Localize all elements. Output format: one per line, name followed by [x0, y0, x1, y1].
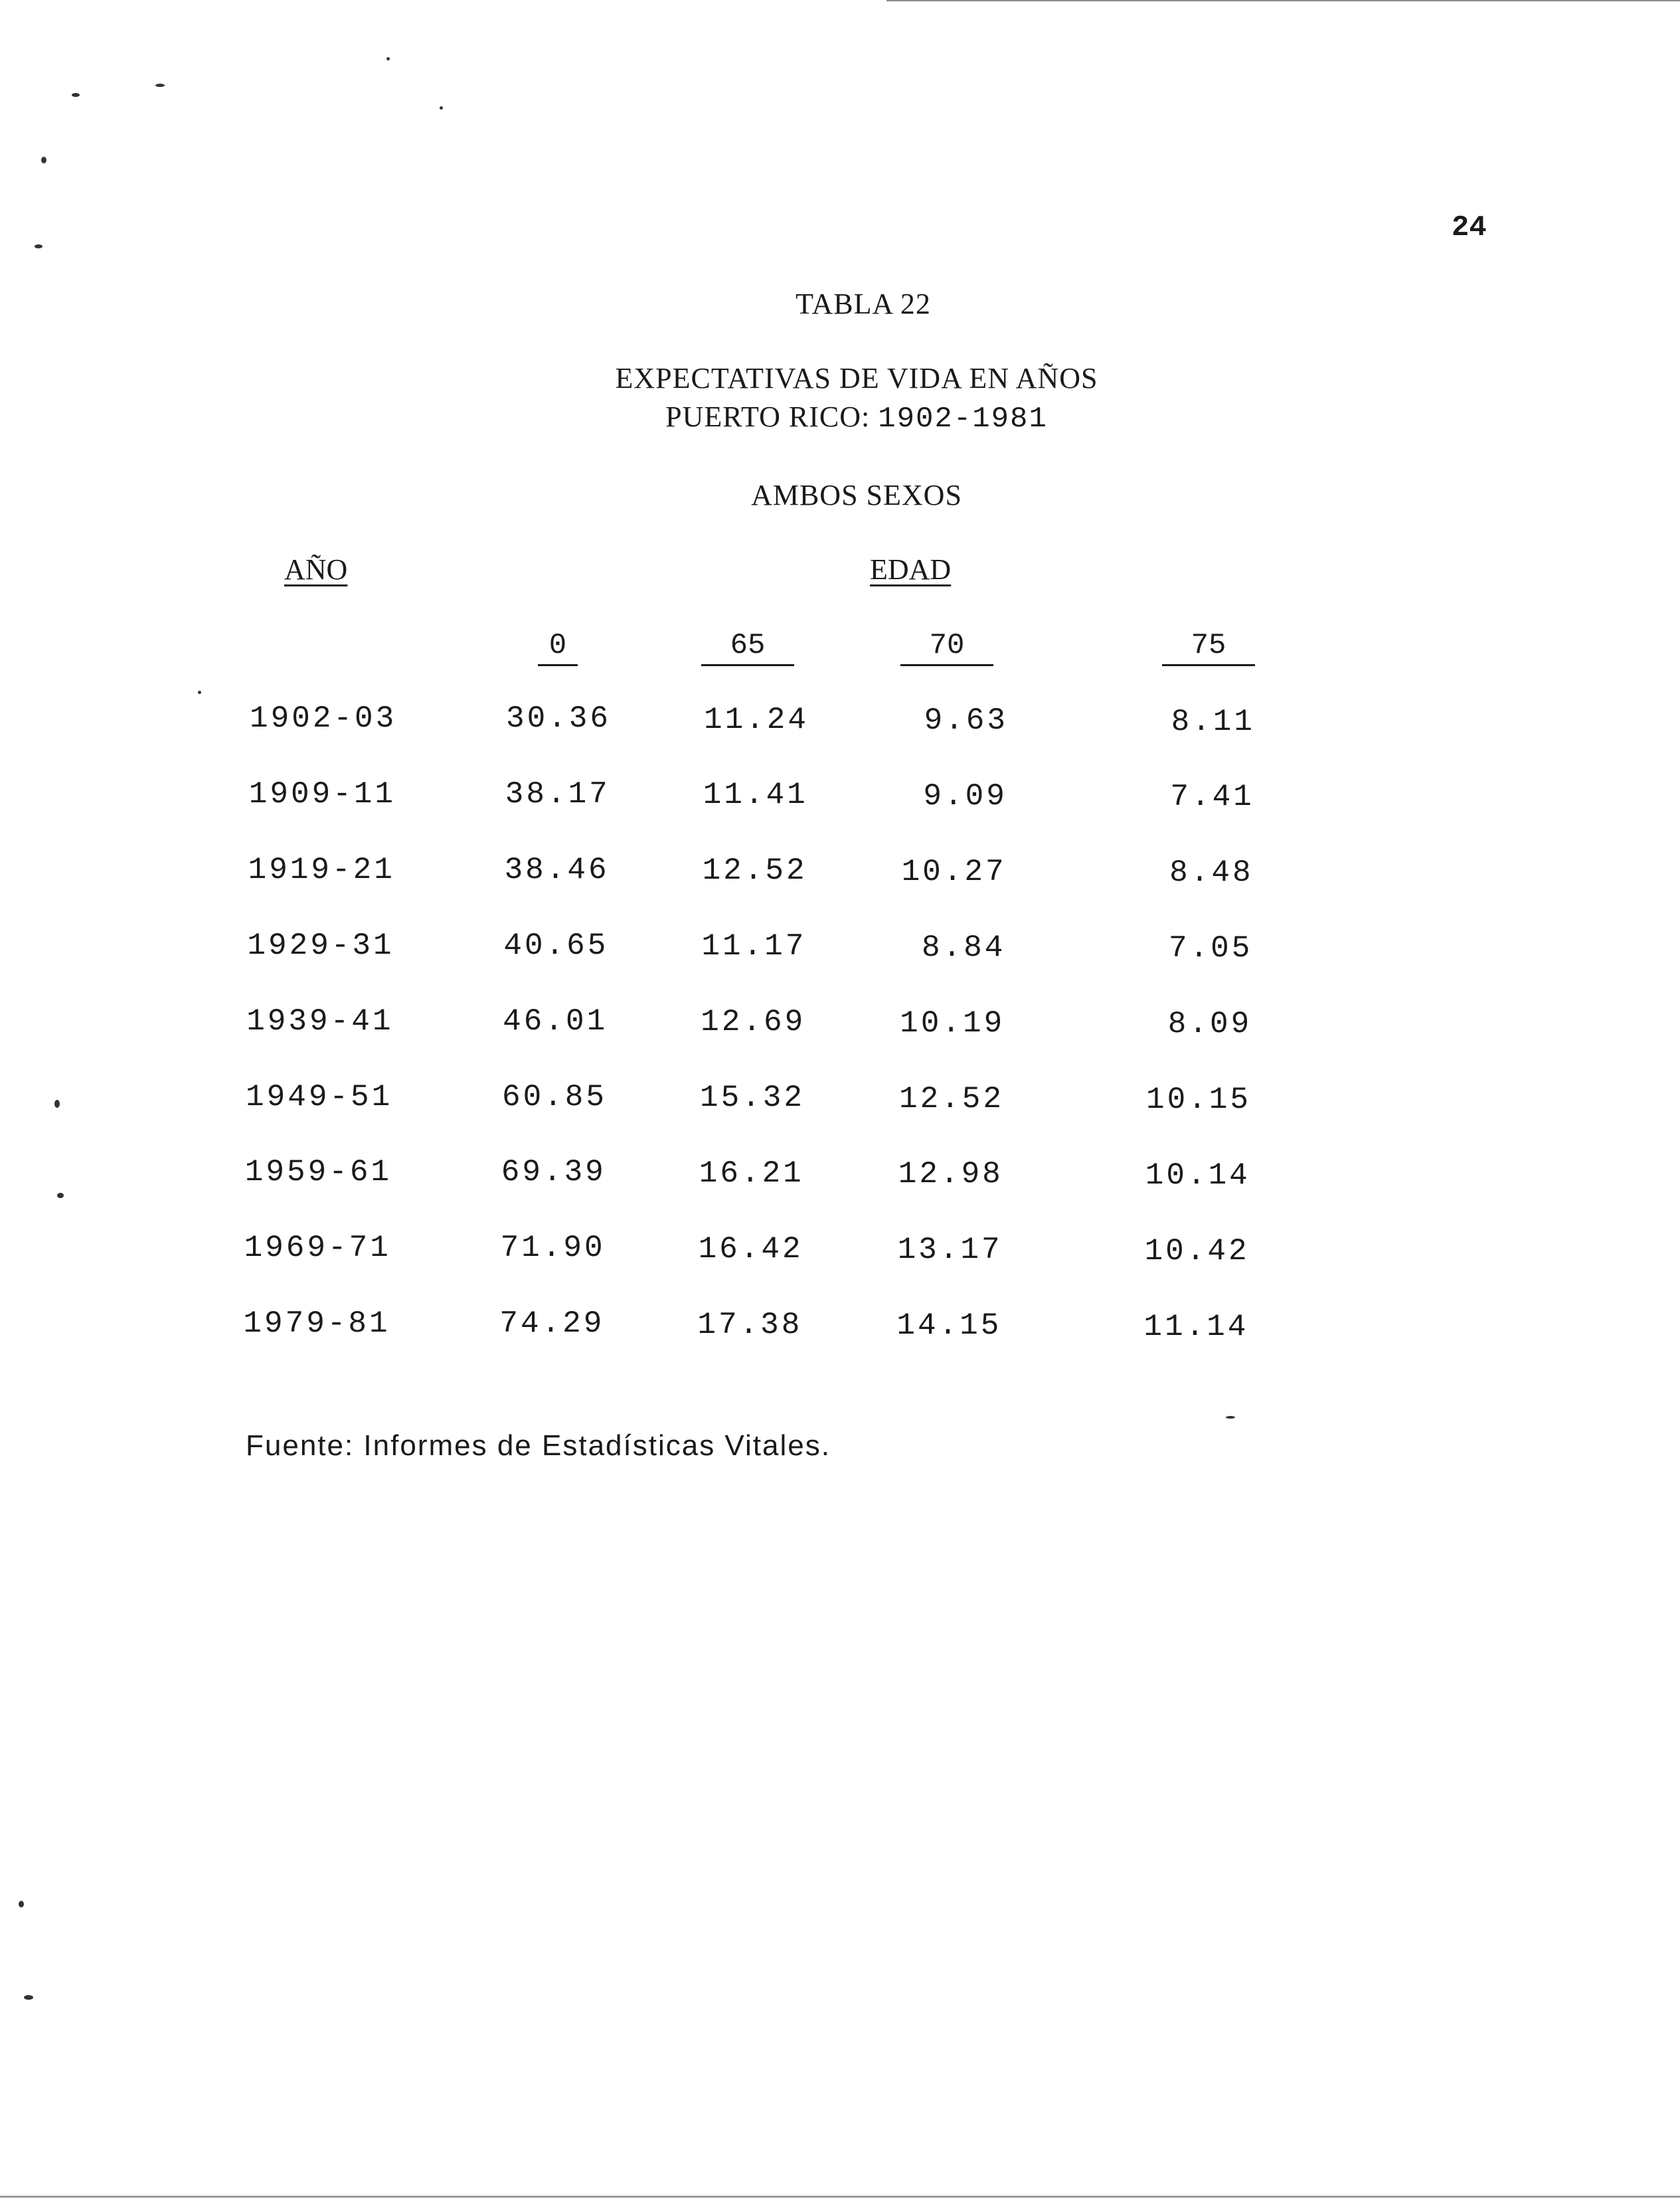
- table-cell: 10.14: [1145, 1158, 1250, 1193]
- table-cell: 40.65: [503, 928, 609, 963]
- table-cell: 8.84: [921, 930, 1006, 965]
- table-cell: 16.42: [698, 1231, 803, 1267]
- table-cell: 10.19: [900, 1006, 1005, 1041]
- table-cell: 7.05: [1168, 931, 1253, 966]
- table-row-year: 1929-31: [247, 928, 394, 963]
- table-cell: 16.21: [699, 1156, 804, 1191]
- table-row-year: 1949-51: [246, 1079, 393, 1114]
- year-column-header: AÑO: [284, 553, 348, 586]
- age-column-header: 75: [1162, 631, 1255, 666]
- table-label: TABLA 22: [796, 288, 931, 320]
- page-number: 24: [1452, 211, 1487, 244]
- table-cell: 60.85: [501, 1079, 607, 1114]
- table-cell: 8.09: [1167, 1007, 1252, 1042]
- table-cell: 15.32: [699, 1081, 805, 1115]
- table-cell: 11.24: [703, 702, 809, 737]
- table-cell: 10.42: [1144, 1233, 1250, 1269]
- table-cell: 17.38: [697, 1307, 803, 1342]
- source-note: Fuente: Informes de Estadísticas Vitales.: [246, 1429, 831, 1462]
- scan-speck: [54, 1100, 60, 1108]
- table-cell: 8.11: [1171, 704, 1255, 739]
- table-cell: 69.39: [501, 1155, 606, 1190]
- top-edge-rule: [886, 0, 1680, 1]
- table-cell: 38.46: [504, 852, 610, 887]
- bottom-edge-rule: [0, 2196, 1680, 2198]
- table-cell: 13.17: [897, 1233, 1003, 1268]
- age-column-header: 70: [900, 631, 993, 666]
- table-cell: 11.17: [701, 929, 807, 964]
- table-row-year: 1939-41: [246, 1004, 394, 1039]
- table-row-year: 1959-61: [244, 1155, 392, 1190]
- title-years: 1902-1981: [878, 402, 1048, 436]
- title-place: PUERTO RICO:: [665, 400, 871, 433]
- table-cell: 30.36: [505, 701, 611, 736]
- table-cell: 10.15: [1145, 1083, 1251, 1117]
- table-cell: 9.09: [923, 778, 1007, 814]
- table-row-year: 1909-11: [248, 776, 396, 812]
- table-cell: 12.98: [898, 1157, 1003, 1192]
- scan-speck: [24, 1995, 33, 2000]
- scan-speck: [57, 1193, 64, 1198]
- table-cell: 38.17: [505, 776, 610, 812]
- scan-speck: [155, 84, 165, 87]
- table-row-year: 1969-71: [244, 1231, 391, 1266]
- scan-speck: [72, 93, 80, 97]
- table-cell: 8.48: [1169, 855, 1254, 891]
- table-cell: 11.14: [1143, 1309, 1249, 1344]
- age-group-header: EDAD: [870, 553, 952, 586]
- scan-speck: [440, 106, 443, 110]
- table-cell: 12.69: [701, 1005, 806, 1040]
- table-cell: 9.63: [924, 703, 1008, 738]
- scan-speck: [19, 1901, 24, 1907]
- table-cell: 14.15: [896, 1308, 1002, 1344]
- table-title: EXPECTATIVAS DE VIDA EN AÑOS: [615, 362, 1098, 395]
- scan-speck: [386, 57, 390, 60]
- table-cell: 12.52: [898, 1081, 1004, 1116]
- table-row-year: 1979-81: [243, 1306, 390, 1342]
- table-row-year: 1919-21: [248, 852, 395, 887]
- table-cell: 7.41: [1170, 780, 1254, 815]
- table-cell: 46.01: [503, 1004, 608, 1039]
- table-cell: 74.29: [499, 1306, 605, 1342]
- age-column-header: 65: [701, 631, 794, 666]
- table-title-place-years: [0, 400, 1680, 436]
- table-cell: 12.52: [702, 853, 807, 889]
- table-cell: 10.27: [901, 854, 1007, 889]
- scan-speck: [1226, 1416, 1235, 1419]
- scan-speck: [35, 244, 42, 248]
- table-cell: 71.90: [500, 1231, 606, 1266]
- age-column-header: 0: [538, 631, 578, 666]
- table-subtitle: AMBOS SEXOS: [751, 479, 962, 511]
- scan-speck: [198, 691, 201, 694]
- table-cell: 11.41: [703, 778, 808, 813]
- scan-speck: [41, 157, 46, 163]
- table-row-year: 1902-03: [250, 701, 397, 736]
